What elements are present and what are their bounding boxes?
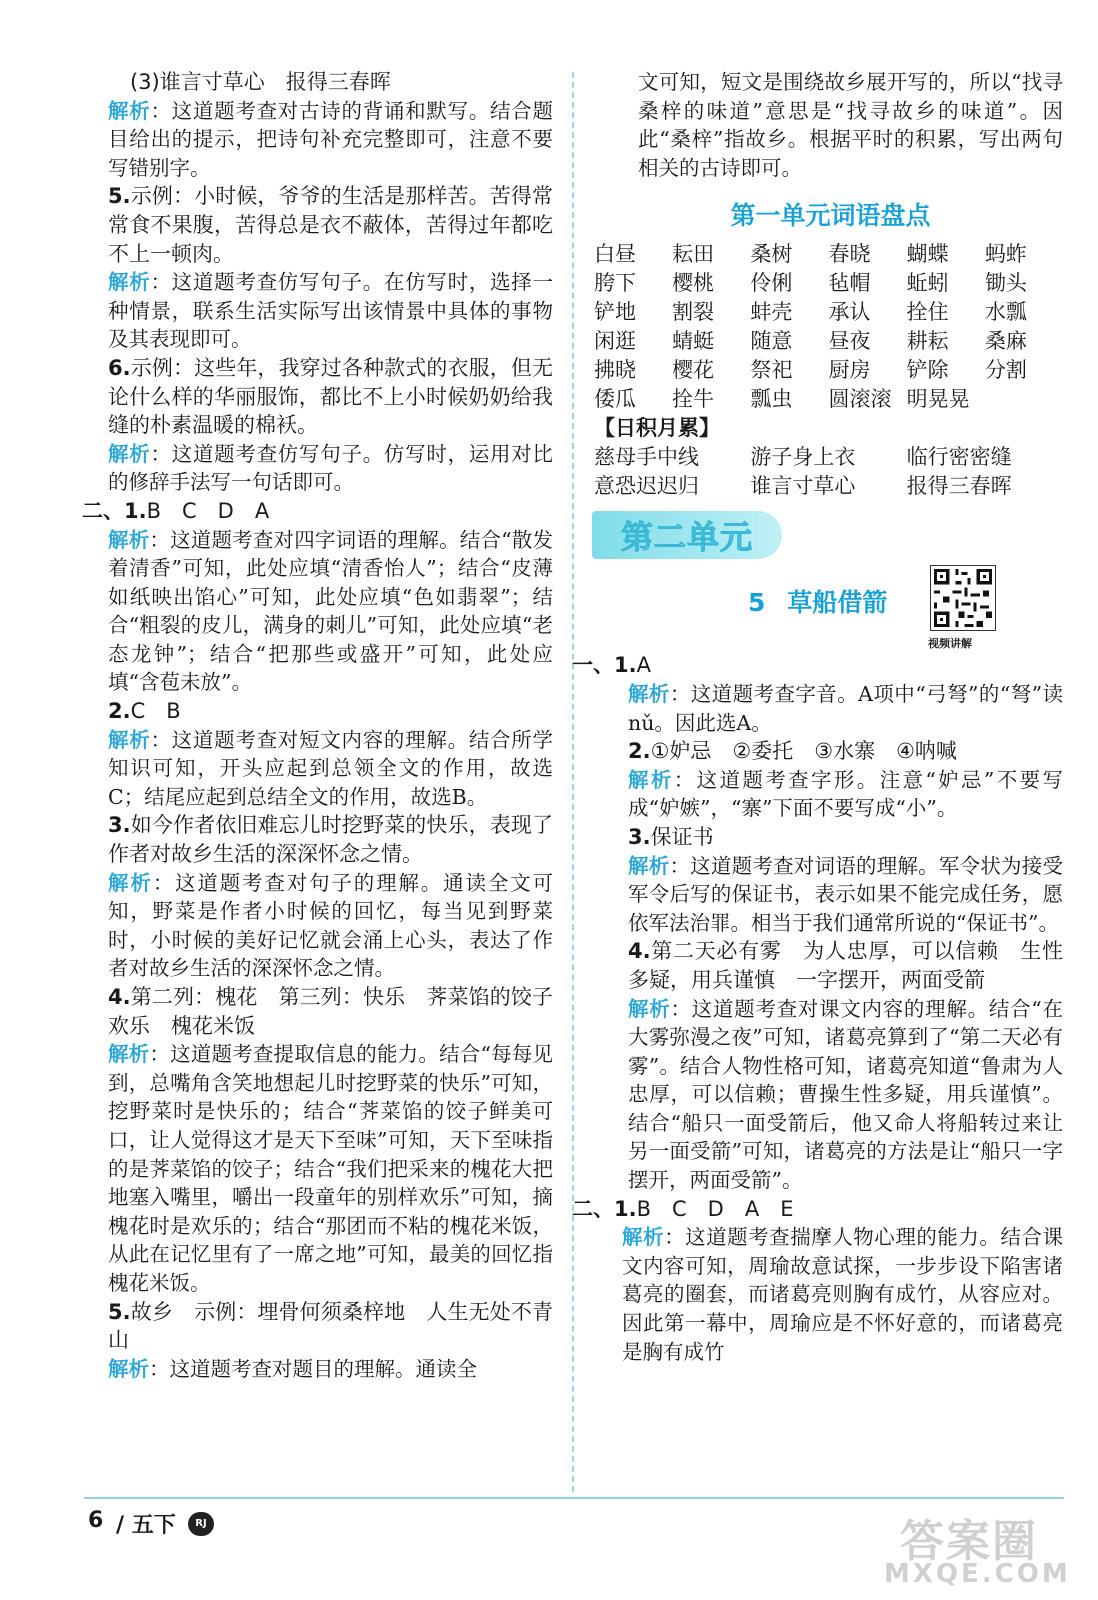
analysis-tag: 解析 — [108, 527, 150, 552]
accumulation-title: 【日积月累】 — [594, 416, 720, 441]
question-number: 1. — [614, 1196, 637, 1221]
vocab-word: 厨房 — [828, 358, 871, 383]
vocab-word: 分割 — [984, 358, 1027, 383]
lesson-number: 5 — [748, 588, 766, 618]
explanation — [108, 440, 553, 497]
left-column — [82, 68, 574, 1383]
answer-q4 — [598, 937, 1063, 994]
vocab-word: 圆滚滚 — [828, 387, 892, 412]
explanation — [108, 268, 553, 354]
vocab-word: 瓢虫 — [750, 387, 793, 412]
vocab-word: 明晃晃 — [906, 387, 970, 412]
vocab-word: 水瓢 — [984, 300, 1027, 325]
watermark — [860, 1505, 1080, 1595]
lesson-header — [598, 559, 1063, 651]
vocab-word: 白昼 — [594, 242, 636, 267]
poem-line: 谁言寸草心 — [750, 474, 856, 499]
question-number: 3. — [628, 824, 651, 849]
answer-s2q2 — [108, 697, 553, 726]
vocab-word: 昼夜 — [828, 329, 871, 354]
poem-line: 报得三春晖 — [906, 474, 1012, 499]
answer-s2q1-right — [572, 1195, 1063, 1224]
vocab-word: 拴牛 — [672, 387, 715, 412]
answer-text: A — [636, 653, 651, 678]
answer-text: 故乡 示例：埋骨何须桑梓地 人生无处不青山 — [108, 1299, 553, 1353]
page-number: 6 — [88, 1508, 104, 1533]
answer-s2q5 — [108, 1298, 553, 1355]
question-number: 4. — [108, 985, 131, 1009]
watermark-url: MXQE.COM — [884, 1559, 1071, 1589]
unit-banner — [592, 511, 782, 559]
answer-q1 — [572, 651, 1063, 680]
answer-q5 — [108, 182, 553, 268]
explanation — [598, 852, 1063, 938]
analysis-tag: 解析 — [628, 853, 670, 878]
vocab-word: 胯下 — [594, 271, 636, 296]
vocab-word: 祭祀 — [750, 358, 793, 383]
vocab-word: 割裂 — [672, 300, 715, 325]
vocab-word: 铲地 — [594, 300, 636, 325]
explanation-text: ：这道题考查对短文内容的理解。结合所学知识可知，开头应起到总领全文的作用，故选C；结尾应起到总结全文的作用，故选B。 — [108, 727, 554, 809]
poem-line: 意恐迟迟归 — [594, 474, 699, 499]
lesson-title — [748, 583, 887, 619]
poem-line: 慈母手中线 — [594, 445, 699, 470]
vocab-word: 蚯蚓 — [906, 271, 949, 296]
poem-grid — [594, 443, 1063, 501]
section-number: 一、 — [572, 653, 614, 678]
vocab-grid — [594, 240, 1063, 414]
vocab-word: 闲逛 — [594, 329, 636, 354]
explanation — [108, 97, 553, 183]
explanation — [108, 1040, 553, 1297]
lesson-name: 草船借箭 — [787, 588, 888, 618]
explanation-text: ：这道题考查对句子的理解。通读全文可知，野菜是作者小时候的回忆，每当见到野菜时，小时候的美好记忆就会涌上心头，表达了作者对故乡生活的深深怀念之情。 — [108, 870, 554, 981]
vocab-word: 蚌壳 — [750, 300, 793, 325]
explanation-text: ：这道题考查仿写句子。仿写时，运用对比的修辞手法写一句话即可。 — [108, 441, 554, 495]
analysis-tag: 解析 — [628, 996, 671, 1021]
analysis-tag: 解析 — [108, 270, 151, 295]
explanation-continued: 文可知，短文是围绕故乡展开写的，所以“找寻桑梓的味道”意思是“找寻故乡的味道”。因此“桑梓”指故乡。根据平时的积累，写出两句相关的古诗即可。 — [638, 70, 1063, 180]
column-divider — [572, 72, 574, 1492]
answer-text: B C D A E — [636, 1196, 794, 1221]
explanation-text: ：这道题考查提取信息的能力。结合“每每见到，总嘴角含笑地想起儿时挖野菜的快乐”可知，挖野菜时是快乐的；结合“荠菜馅的饺子鲜美可口，让人觉得这才是天下至味”可知，天下至味指的是荠菜馅的饺子；结合“我们把采来的槐花大把地塞入嘴里，嚼出一段童年的别样欢乐”可知，摘槐花时是欢乐的；结合“那团而不粘的槐花米饭，从此在记忆里有了一席之地”可知，最美的回忆指槐花米饭。 — [108, 1042, 554, 1295]
section-number: 二、 — [572, 1196, 614, 1221]
question-number: 3. — [108, 813, 131, 838]
answer-text: 第二天必有雾 为人忠厚，可以信赖 生性多疑，用兵谨慎 一字摆开，两面受箭 — [628, 939, 1063, 992]
explanation-text: ：这道题考查对词语的理解。军令状为接受军令后写的保证书，表示如果不能完成任务，愿依军法治罪。相当于我们通常所说的“保证书”。 — [628, 853, 1064, 935]
answer-s2q1 — [82, 497, 553, 526]
answer-text: 保证书 — [650, 824, 714, 849]
analysis-tag: 解析 — [108, 870, 153, 895]
edition-badge-icon: RJ — [188, 1512, 214, 1536]
vocab-word: 春晓 — [828, 242, 871, 267]
vocab-section-title: 第一单元词语盘点 — [730, 201, 931, 231]
watermark-text: 答案圈 — [900, 1516, 1038, 1567]
explanation — [108, 526, 553, 698]
vocab-word: 毡帽 — [828, 271, 871, 296]
vocab-word: 桑树 — [750, 242, 793, 267]
question-number: 1. — [124, 498, 147, 523]
explanation-text: ：这道题考查字形。注意“妒忌”不要写成“妒嫉”，“寨”下面不要写成“小”。 — [628, 767, 1064, 821]
explanation — [108, 726, 553, 812]
explanation — [108, 869, 553, 983]
qr-code-icon[interactable] — [930, 565, 996, 631]
footer-rule — [84, 1497, 1064, 1499]
vocab-word: 伶俐 — [750, 271, 793, 296]
analysis-tag: 解析 — [628, 767, 674, 792]
vocab-word: 随意 — [750, 329, 793, 354]
answer-text: ①妒忌 ②委托 ③水寨 ④呐喊 — [650, 739, 957, 764]
explanation-text: ：这道题考查仿写句子。在仿写时，选择一种情景，联系生活实际写出该情景中具体的事物及其表现即可。 — [108, 270, 554, 352]
vocab-word: 蚂蚱 — [984, 242, 1027, 267]
explanation-text: ：这道题考查对题目的理解。通读全 — [149, 1356, 477, 1381]
explanation — [598, 766, 1063, 823]
explanation — [598, 995, 1063, 1195]
vocab-word: 锄头 — [984, 271, 1027, 296]
explanation-text: ：这道题考查对古诗的背诵和默写。结合题目给出的提示，把诗句补充完整即可，注意不要写错别字。 — [108, 98, 554, 180]
analysis-tag: 解析 — [108, 1042, 150, 1067]
unit-banner-text: 第二单元 — [620, 518, 753, 557]
explanation — [598, 1223, 1063, 1366]
analysis-tag: 解析 — [108, 98, 151, 123]
analysis-tag: 解析 — [628, 681, 670, 706]
poem-line: 游子身上衣 — [750, 445, 856, 470]
vocab-word: 倭瓜 — [594, 387, 636, 412]
question-number: 5. — [108, 1299, 131, 1324]
grade-label: / 五下 — [116, 1513, 176, 1538]
vocab-word: 耘田 — [672, 242, 715, 267]
answer-text: C B — [130, 699, 181, 724]
right-column — [572, 68, 1064, 1366]
question-number: 4. — [628, 939, 651, 964]
vocab-word: 蜻蜓 — [672, 329, 715, 354]
answer-q6 — [108, 354, 553, 440]
vocab-word: 拴住 — [906, 300, 949, 325]
answer-s2q3 — [108, 811, 553, 868]
vocab-word: 承认 — [828, 300, 871, 325]
answer-q3 — [598, 823, 1063, 852]
explanation-text: ：这道题考查对课文内容的理解。结合“在大雾弥漫之夜”可知，诸葛亮算到了“第二天必有雾”。结合人物性格可知，诸葛亮知道“鲁肃为人忠厚，可以信赖；曹操生性多疑，用兵谨慎”。结合“船只一面受箭后，他又命人将船转过来让另一面受箭”可知，诸葛亮的方法是让“船只一字摆开，两面受箭”。 — [628, 996, 1063, 1193]
question-number: 5. — [108, 184, 131, 209]
vocab-word: 拂晓 — [594, 358, 636, 383]
analysis-tag: 解析 — [108, 727, 151, 752]
answer-q2 — [598, 737, 1063, 766]
answer-s2q4 — [108, 983, 574, 1040]
section-number: 二、 — [82, 498, 124, 523]
explanation-text: ：这道题考查对四字词语的理解。结合“散发着清香”可知，此处应填“清香怡人”；结合“皮薄如纸映出馅心”可知，此处应填“色如翡翠”；结合“粗裂的皮儿，满身的刺儿”可知，此处应填“老态龙钟”；结合“把那些或盛开”可知，此处应填“含苞未放”。 — [108, 527, 554, 695]
explanation-text: ：这道题考查揣摩人物心理的能力。结合课文内容可知，周瑜故意试探，一步步设下陷害诸葛亮的圈套，而诸葛亮则胸有成竹，从容应对。因此第一幕中，周瑜应是不怀好意的，而诸葛亮是胸有成竹 — [622, 1225, 1064, 1364]
analysis-tag: 解析 — [108, 1356, 149, 1381]
analysis-tag: 解析 — [622, 1225, 665, 1250]
question-number: 2. — [108, 699, 131, 724]
vocab-word: 蝴蝶 — [906, 242, 949, 267]
vocab-word: 桑麻 — [984, 329, 1027, 354]
answer-line: (3)谁言寸草心 报得三春晖 — [130, 70, 391, 94]
poem-line: 临行密密缝 — [906, 445, 1012, 470]
answer-text: 示例：这些年，我穿过各种款式的衣服，但无论什么样的华丽服饰，都比不上小时候奶奶给我缝的朴素温暖的棉袄。 — [108, 355, 553, 438]
answer-text: 第二列：槐花 第三列：快乐 荠菜馅的饺子 欢乐 槐花米饭 — [108, 985, 574, 1038]
answer-text: B C D A — [146, 498, 270, 523]
explanation — [108, 1355, 553, 1384]
vocab-word: 樱花 — [672, 358, 715, 383]
vocab-word: 耕耘 — [906, 329, 949, 354]
question-number: 2. — [628, 739, 651, 764]
analysis-tag: 解析 — [108, 441, 151, 466]
question-number: 6. — [108, 355, 131, 380]
vocab-word: 樱桃 — [672, 271, 715, 296]
answer-text: 示例：小时候，爷爷的生活是那样苦。苦得常常食不果腹，苦得总是衣不蔽体，苦得过年都吃不上一顿肉。 — [108, 184, 553, 266]
explanation — [598, 680, 1063, 737]
vocab-word: 铲除 — [906, 358, 949, 383]
qr-caption: 视频讲解 — [928, 637, 972, 651]
answer-text: 如今作者依旧难忘儿时挖野菜的快乐，表现了作者对故乡生活的深深怀念之情。 — [108, 813, 553, 867]
explanation-text: ：这道题考查字音。A项中“弓弩”的“弩”读nǔ。因此选A。 — [628, 681, 1063, 735]
question-number: 1. — [614, 653, 637, 678]
